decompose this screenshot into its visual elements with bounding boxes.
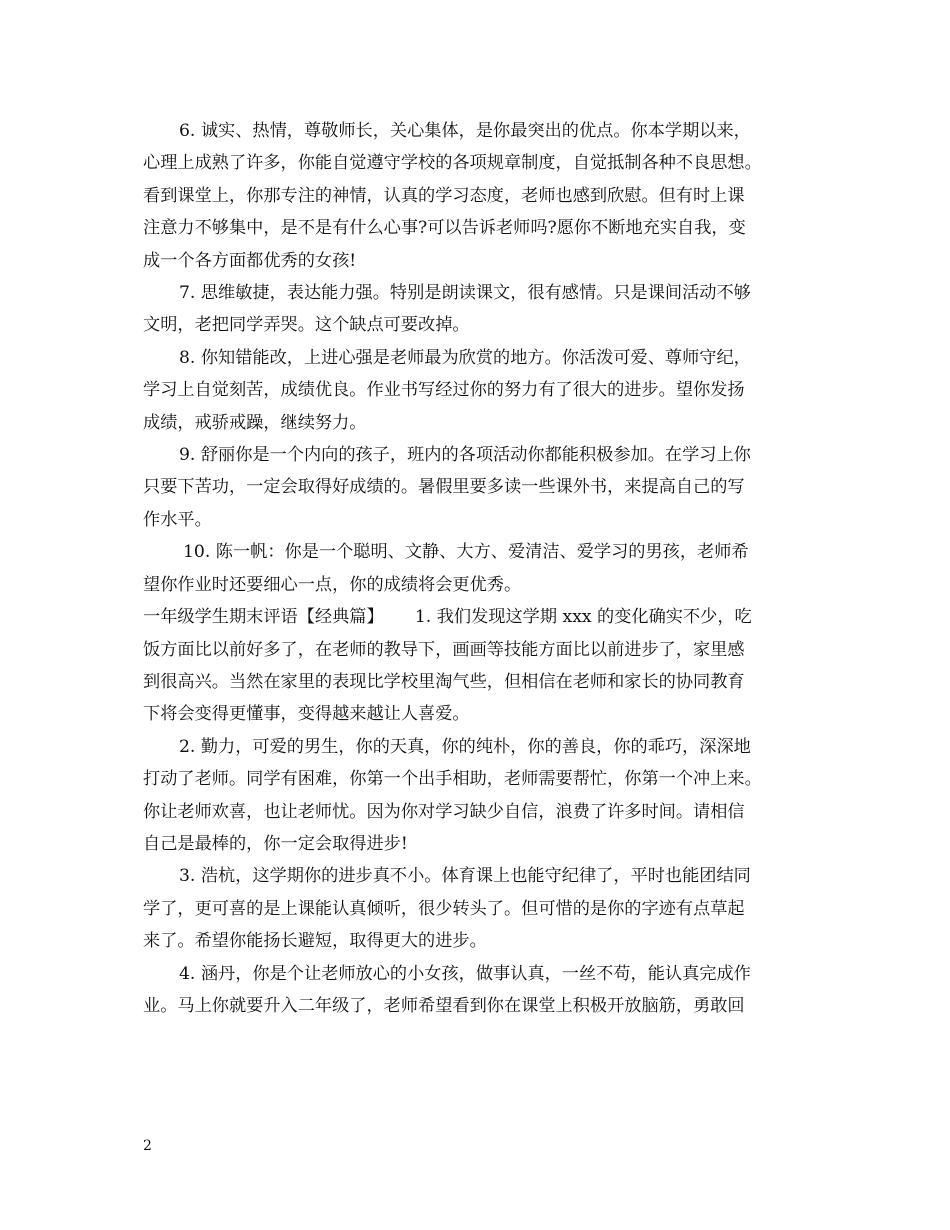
paragraph-line: 看到课堂上，你那专注的神情，认真的学习态度，老师也感到欣慰。但有时上课 xyxy=(143,185,745,206)
paragraph-line: 10. 陈一帆：你是一个聪明、文静、大方、爱清洁、爱学习的男孩，老师希 xyxy=(183,542,749,563)
paragraph-line: 3. 浩杭，这学期你的进步真不小。体育课上也能守纪律了，平时也能团结同 xyxy=(179,866,751,887)
paragraph-line: 打动了老师。同学有困难，你第一个出手相助，老师需要帮忙，你第一个冲上来。 xyxy=(143,769,762,790)
paragraph-line: 望你作业时还要细心一点，你的成绩将会更优秀。 xyxy=(143,574,522,595)
paragraph-line: 作水平。 xyxy=(143,509,212,530)
paragraph-line: 你让老师欢喜，也让老师忧。因为你对学习缺少自信，浪费了许多时间。请相信 xyxy=(143,801,745,822)
paragraph-line: 自己是最棒的，你一定会取得进步! xyxy=(143,833,408,854)
paragraph-line: 成一个各方面都优秀的女孩! xyxy=(143,250,357,271)
paragraph-line: 心理上成熟了许多，你能自觉遵守学校的各项规章制度，自觉抵制各种不良思想。 xyxy=(143,153,762,174)
paragraph-line: 9. 舒丽你是一个内向的孩子，班内的各项活动你都能积极参加。在学习上你 xyxy=(179,445,751,466)
paragraph-line: 4. 涵丹，你是个让老师放心的小女孩，做事认真，一丝不苟，能认真完成作 xyxy=(179,963,751,984)
paragraph-line: 下将会变得更懂事，变得越来越让人喜爱。 xyxy=(143,704,470,725)
section-heading-line: 一年级学生期末评语【经典篇】 1. 我们发现这学期 xxx 的变化确实不少，吃 xyxy=(143,607,752,628)
page-number: 2 xyxy=(143,1138,152,1154)
paragraph-line: 成绩，戒骄戒躁，继续努力。 xyxy=(143,412,367,433)
paragraph-line: 7. 思维敏捷，表达能力强。特别是朗读课文，很有感情。只是课间活动不够 xyxy=(179,283,751,304)
paragraph-line: 饭方面比以前好多了，在老师的教导下，画画等技能方面比以前进步了，家里感 xyxy=(143,639,745,660)
paragraph-line: 6. 诚实、热情，尊敬师长，关心集体，是你最突出的优点。你本学期以来， xyxy=(179,121,751,141)
paragraph-line: 学习上自觉刻苦，成绩优良。作业书写经过你的努力有了很大的进步。望你发扬 xyxy=(143,380,745,401)
paragraph-line: 注意力不够集中，是不是有什么心事?可以告诉老师吗?愿你不断地充实自我，变 xyxy=(143,218,746,239)
paragraph-line: 8. 你知错能改，上进心强是老师最为欣赏的地方。你活泼可爱、尊师守纪， xyxy=(179,347,751,368)
paragraph-line: 来了。希望你能扬长避短，取得更大的进步。 xyxy=(143,931,487,952)
paragraph-line: 文明，老把同学弄哭。这个缺点可要改掉。 xyxy=(143,315,470,336)
paragraph-line: 2. 勤力，可爱的男生，你的天真，你的纯朴，你的善良，你的乖巧，深深地 xyxy=(179,736,751,757)
paragraph-line: 业。马上你就要升入二年级了，老师希望看到你在课堂上积极开放脑筋，勇敢回 xyxy=(143,995,745,1016)
paragraph-line: 学了，更可喜的是上课能认真倾听，很少转头了。但可惜的是你的字迹有点草起 xyxy=(143,898,745,919)
paragraph-line: 只要下苦功，一定会取得好成绩的。暑假里要多读一些课外书，来提高自己的写 xyxy=(143,477,745,498)
paragraph-line: 到很高兴。当然在家里的表现比学校里淘气些，但相信在老师和家长的协同教育 xyxy=(143,671,745,692)
document-body xyxy=(143,115,813,1022)
